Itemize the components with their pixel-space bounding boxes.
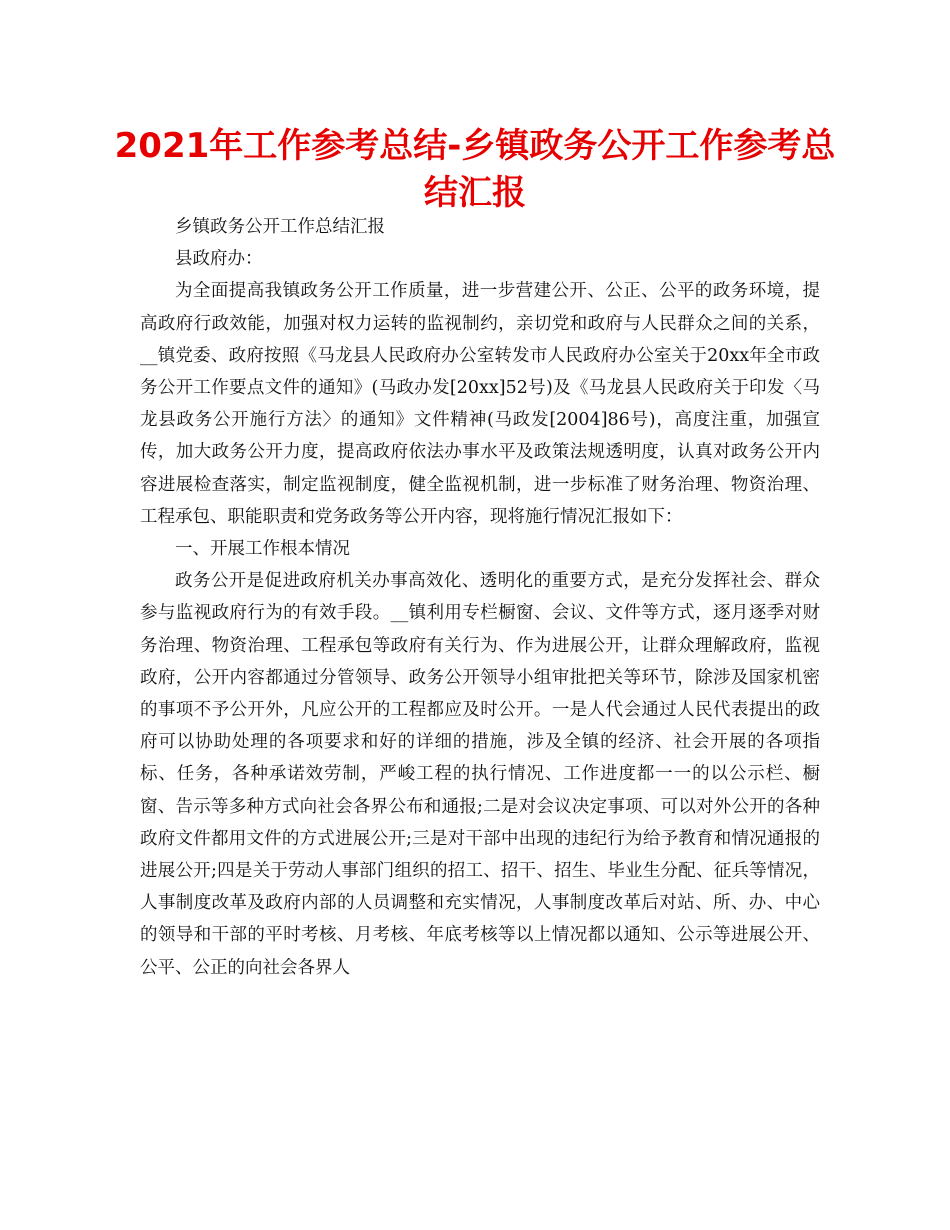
paragraph-section-body: 政务公开是促进政府机关办事高效化、透明化的重要方式，是充分发挥社会、群众参与监视政府行为的有效手段。__镇利用专栏橱窗、会议、文件等方式，逐月逐季对财务治理、物资治理、工程承包等政府有关行为、作为进展公开，让群众理解政府，监视政府，公开内容都通过分管领导、政务公开领导小组审批把关等环节，除涉及国家机密的事项不予公开外，凡应公开的工程都应及时公开。一是人代会通过人民代表提出的政府可以协助处理的各项要求和好的详细的措施，涉及全镇的经济、社会开展的各项指标、任务，各种承诺效劳制，严峻工程的执行情况、工作进度都一一的以公示栏、橱窗、告示等多种方式向社会各界公布和通报;二是对会议决定事项、可以对外公开的各种政府文件都用文件的方式进展公开;三是对干部中出现的违纪行为给予教育和情况通报的进展公开;四是关于劳动人事部门组织的招工、招干、招生、毕业生分配、征兵等情况，人事制度改革及政府内部的人员调整和充实情况，人事制度改革后对站、所、办、中心的领导和干部的平时考核、月考核、年底考核等以上情况都以通知、公示等进展公开、公平、公正的向社会各界人 — [140, 571, 820, 978]
document-title: 2021年工作参考总结-乡镇政务公开工作参考总结汇报 — [114, 126, 836, 213]
paragraph-subtitle: 乡镇政务公开工作总结汇报 — [175, 217, 385, 237]
section-heading: 一、开展工作根本情况 — [175, 539, 350, 560]
paragraph-addressee: 县政府办： — [175, 249, 263, 270]
paragraph-intro: 为全面提高我镇政务公开工作质量，进一步营建公开、公正、公平的政务环境，提高政府行政效能，加强对权力运转的监视制约，亲切党和政府与人民群众之间的关系，__镇党委、政府按照《马龙县人民政府办公室转发市人民政府办公室关于20xx年全市政务公开工作要点文件的通知》(马政办发[20xx]52号)及《马龙县人民政府关于印发〈马龙县政务公开施行方法〉的通知》文件精神(马政发[2004]86号)，高度注重，加强宣传，加大政务公开力度，提高政府依法办事水平及政策法规透明度，认真对政务公开内容进展检查落实，制定监视制度，健全监视机制，进一步标准了财务治理、物资治理、工程承包、职能职责和党务政务等公开内容，现将施行情况汇报如下： — [140, 281, 820, 527]
document-body — [140, 211, 820, 984]
